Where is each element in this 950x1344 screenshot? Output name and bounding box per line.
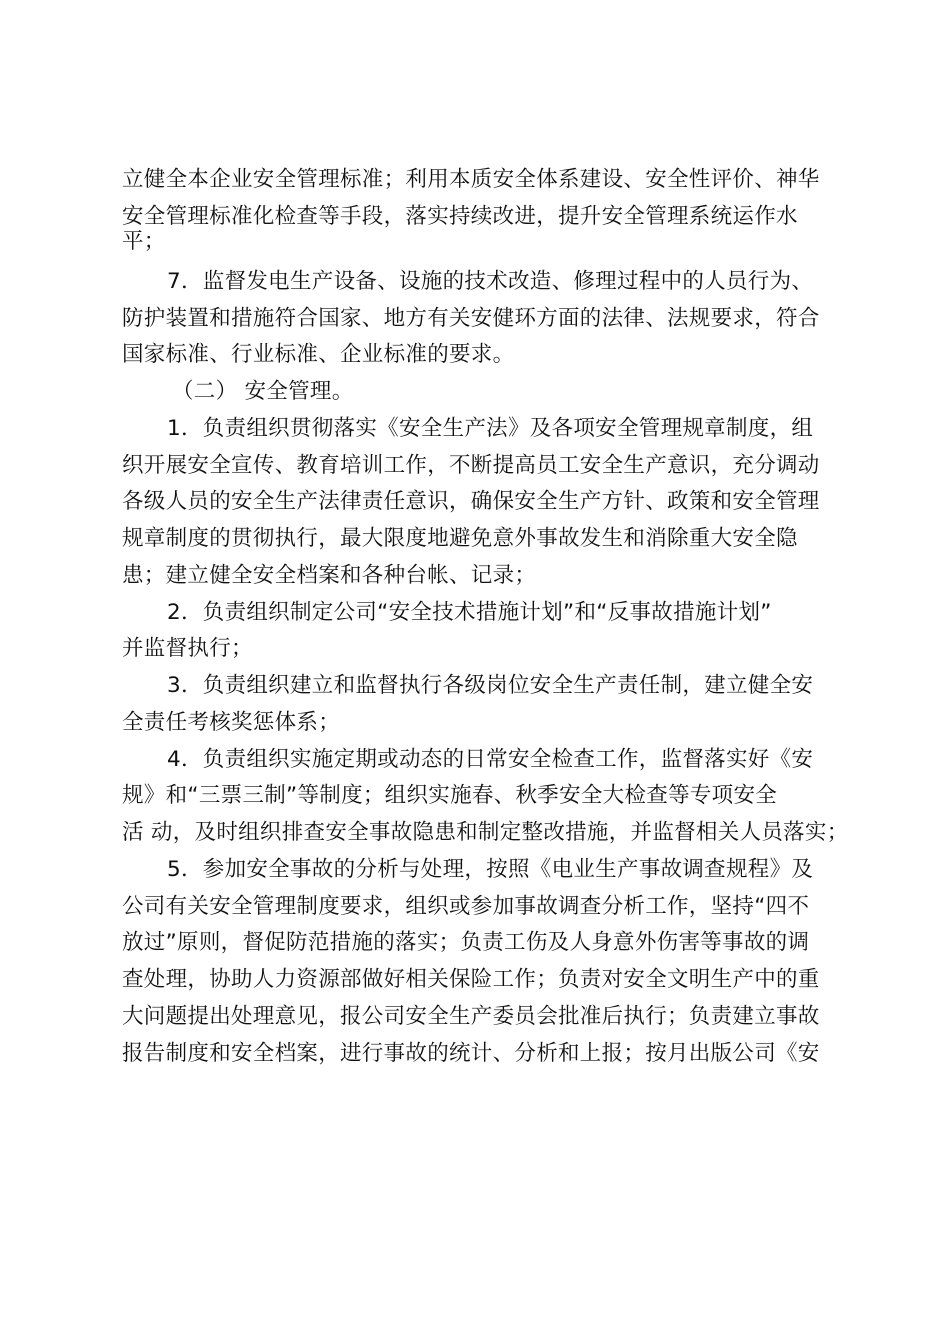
- text-line: 大问题提出处理意见，报公司安全生产委员会批准后执行；负责建立事故: [122, 1004, 820, 1029]
- text-line: 平；: [122, 229, 166, 254]
- text-line: 各级人员的安全生产法律责任意识，确保安全生产方针、政策和安全管理: [122, 489, 820, 514]
- text-line: 公司有关安全管理制度要求，组织或参加事故调查分析工作，坚持“四不: [122, 894, 810, 919]
- text-line: 织开展安全宣传、教育培训工作，不断提高员工安全生产意识，充分调动: [122, 453, 820, 478]
- paragraph-7-line: 7．监督发电生产设备、设施的技术改造、修理过程中的人员行为、: [167, 269, 814, 294]
- text-line: 患；建立健全安全档案和各种台帐、记录；: [122, 563, 537, 588]
- paragraph-5-line: 5．参加安全事故的分析与处理，按照《电业生产事故调查规程》及: [167, 857, 814, 882]
- text-line: 放过”原则，督促防范措施的落实；负责工伤及人身意外伤害等事故的调: [122, 930, 810, 955]
- text-line: 规》和“三票三制”等制度；组织实施春、秋季安全大检查等专项安全: [122, 783, 778, 808]
- paragraph-2-line: 2．负责组织制定公司“安全技术措施计划”和“反事故措施计划”: [167, 600, 772, 625]
- text-line: 报告制度和安全档案，进行事故的统计、分析和上报；按月出版公司《安: [122, 1041, 820, 1066]
- paragraph-4-line: 4．负责组织实施定期或动态的日常安全检查工作，监督落实好《安: [167, 747, 814, 772]
- text-line: 安全管理标准化检查等手段，落实持续改进，提升安全管理系统运作水: [122, 204, 798, 229]
- text-line: 查处理，协助人力资源部做好相关保险工作；负责对安全文明生产中的重: [122, 967, 820, 992]
- text-line: 防护装置和措施符合国家、地方有关安健环方面的法律、法规要求，符合: [122, 306, 820, 331]
- paragraph-3-line: 3．负责组织建立和监督执行各级岗位安全生产责任制，建立健全安: [167, 673, 814, 698]
- text-line: 规章制度的贯彻执行，最大限度地避免意外事故发生和消除重大安全隐: [122, 526, 798, 551]
- section-heading: （二） 安全管理。: [172, 379, 354, 404]
- text-line: 国家标准、行业标准、企业标准的要求。: [122, 342, 515, 367]
- text-line: 立健全本企业安全管理标准；利用本质安全体系建设、安全性评价、神华: [122, 167, 820, 192]
- text-line: 并监督执行；: [122, 636, 253, 661]
- text-line: 全责任考核奖惩体系；: [122, 710, 341, 735]
- paragraph-1-line: 1．负责组织贯彻落实《安全生产法》及各项安全管理规章制度，组: [167, 416, 814, 441]
- text-line: 活 动，及时组织排查安全事故隐患和制定整改措施，并监督相关人员落实；: [122, 820, 849, 845]
